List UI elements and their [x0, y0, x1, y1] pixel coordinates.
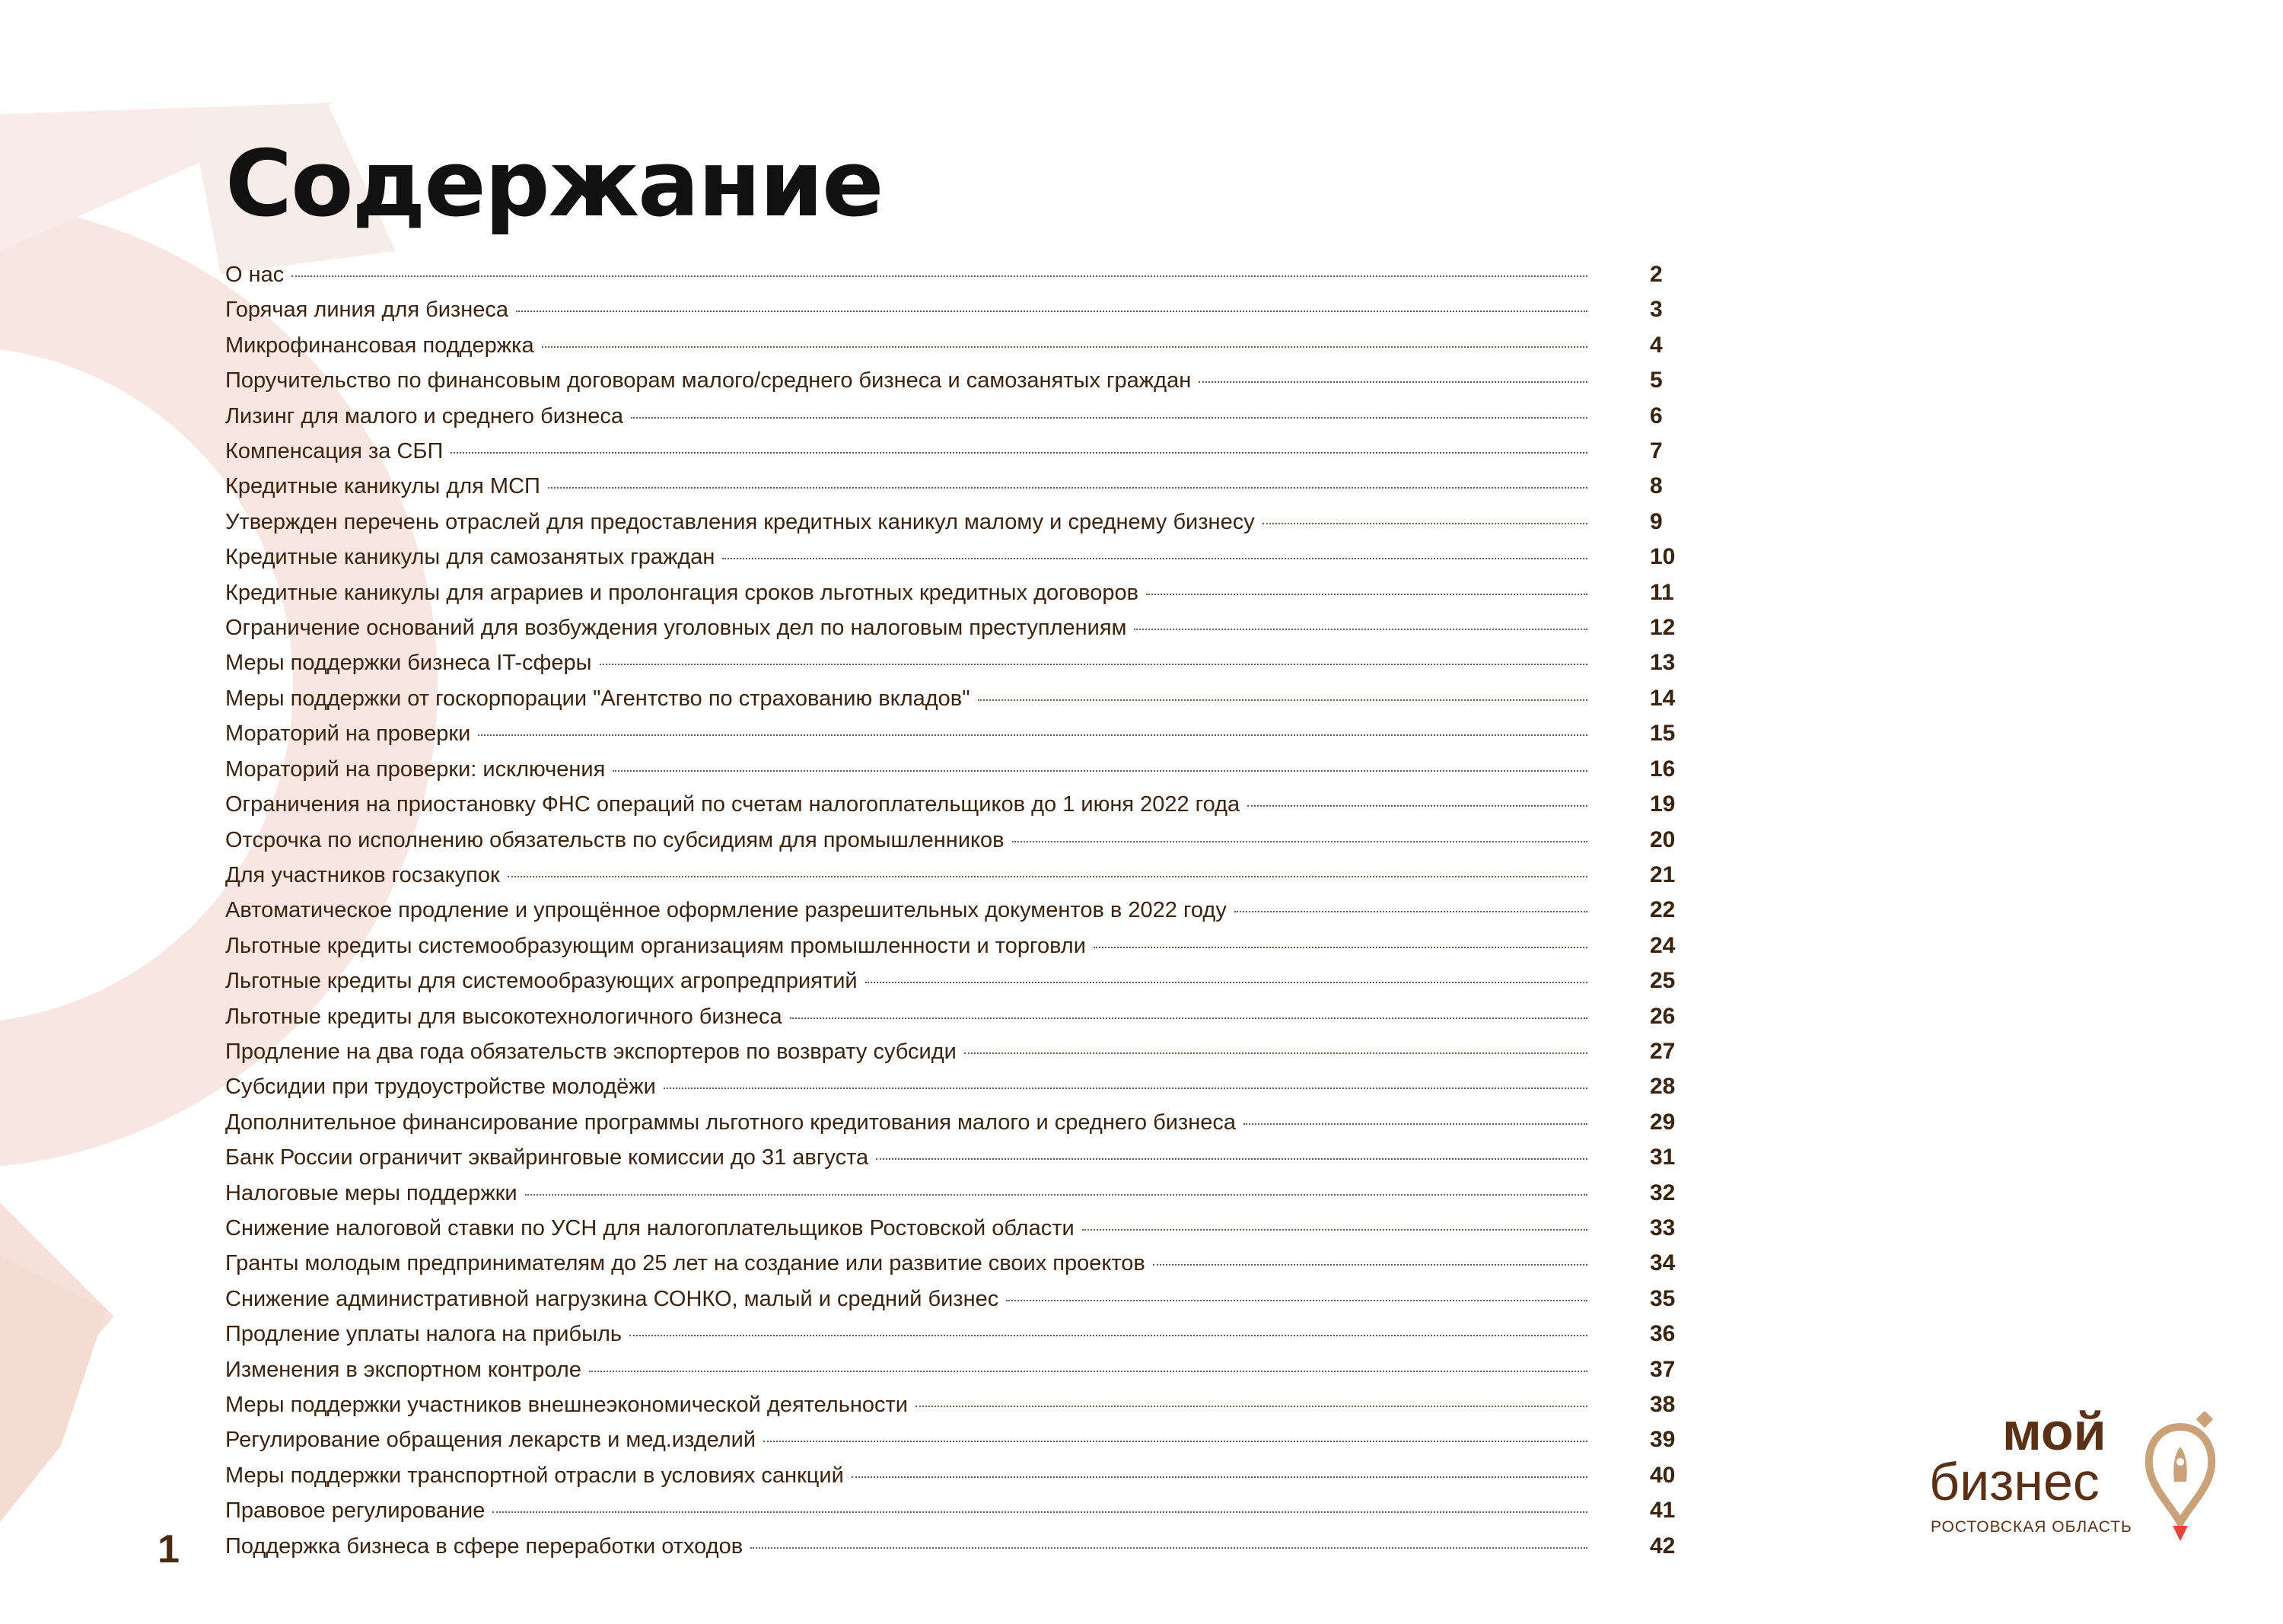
toc-entry-page: 6	[1650, 403, 1663, 428]
toc-entry-label: Продление уплаты налога на прибыль	[225, 1322, 622, 1347]
toc-entry[interactable]	[225, 610, 1712, 645]
toc-entry-page: 31	[1650, 1145, 1676, 1170]
brand-logo	[1929, 1402, 2234, 1549]
toc-entry-page: 19	[1650, 791, 1676, 817]
toc-entry-page: 34	[1650, 1250, 1676, 1276]
toc-dot-leader	[664, 1087, 1587, 1089]
toc-dot-leader	[525, 1194, 1587, 1196]
brand-name-line1: мой	[2002, 1402, 2106, 1461]
toc-entry-label: Мораторий на проверки	[225, 721, 471, 747]
toc-dot-leader	[1006, 1300, 1587, 1301]
toc-dot-leader	[1247, 805, 1587, 807]
toc-entry[interactable]	[225, 1246, 1712, 1281]
toc-entry-label: Поддержка бизнеса в сфере переработки отходов	[225, 1533, 743, 1559]
toc-dot-leader	[1153, 1264, 1587, 1266]
toc-entry-page: 12	[1650, 615, 1676, 641]
toc-entry-label: Регулирование обращения лекарств и мед.изделий	[225, 1428, 756, 1453]
page-title: Содержание	[225, 132, 883, 237]
toc-dot-leader	[790, 1017, 1587, 1019]
toc-entry[interactable]	[225, 540, 1712, 575]
toc-entry[interactable]	[225, 1422, 1712, 1457]
toc-entry-page: 26	[1650, 1003, 1676, 1029]
page-number: 1	[158, 1527, 180, 1571]
brand-name-line2: бизнес	[1929, 1452, 2100, 1511]
toc-entry-label: Снижение налоговой ставки по УСН для налогоплательщиков Ростовской области	[225, 1215, 1075, 1240]
toc-dot-leader	[613, 770, 1587, 772]
toc-entry[interactable]	[225, 1034, 1712, 1069]
toc-entry-page: 37	[1650, 1356, 1676, 1382]
toc-entry[interactable]	[225, 858, 1712, 893]
toc-entry-label: Налоговые меры поддержки	[225, 1180, 517, 1205]
toc-entry[interactable]	[225, 928, 1712, 963]
toc-entry-page: 20	[1650, 826, 1676, 852]
toc-dot-leader	[964, 1052, 1587, 1054]
toc-entry[interactable]	[225, 328, 1712, 363]
toc-entry-page: 36	[1650, 1321, 1676, 1347]
toc-entry-label: Меры поддержки бизнеса IT-сферы	[225, 651, 592, 676]
toc-dot-leader	[1012, 841, 1587, 842]
toc-dot-leader	[516, 310, 1587, 312]
toc-dot-leader	[291, 275, 1587, 277]
toc-entry[interactable]	[225, 893, 1712, 928]
toc-entry-page: 11	[1650, 579, 1674, 605]
toc-dot-leader	[451, 452, 1587, 454]
toc-dot-leader	[1146, 594, 1587, 595]
toc-dot-leader	[548, 487, 1587, 489]
toc-entry-label: Утвержден перечень отраслей для предоставления кредитных каникул малому и среднему бизнесу	[225, 509, 1255, 534]
toc-entry[interactable]	[225, 787, 1712, 822]
toc-entry-page: 4	[1650, 332, 1663, 358]
toc-entry[interactable]	[225, 963, 1712, 998]
toc-dot-leader	[915, 1406, 1587, 1407]
toc-entry-page: 22	[1650, 897, 1676, 923]
toc-dot-leader	[1199, 381, 1587, 383]
toc-entry-page: 9	[1650, 508, 1663, 534]
toc-entry-label: Льготные кредиты для высокотехнологичного бизнеса	[225, 1004, 782, 1029]
toc-entry-page: 35	[1650, 1285, 1676, 1311]
toc-entry-label: Гранты молодым предпринимателям до 25 лет на создание или развитие своих проектов	[225, 1251, 1145, 1276]
toc-entry[interactable]	[225, 1493, 1712, 1528]
toc-entry-page: 42	[1650, 1533, 1676, 1559]
toc-dot-leader	[478, 734, 1587, 736]
toc-dot-leader	[589, 1371, 1587, 1372]
toc-entry[interactable]	[225, 1282, 1712, 1317]
toc-dot-leader	[1234, 911, 1587, 912]
toc-entry[interactable]	[225, 823, 1712, 858]
toc-dot-leader	[508, 876, 1587, 877]
toc-entry-label: Льготные кредиты для системообразующих агропредприятий	[225, 969, 858, 994]
toc-dot-leader	[865, 982, 1587, 983]
toc-entry-label: Ограничение оснований для возбуждения уголовных дел по налоговым преступлениям	[225, 616, 1127, 641]
toc-entry[interactable]	[225, 999, 1712, 1034]
toc-dot-leader	[876, 1158, 1587, 1160]
toc-entry[interactable]	[225, 399, 1712, 434]
toc-entry-page: 24	[1650, 932, 1676, 958]
toc-entry-page: 14	[1650, 685, 1676, 711]
toc-entry-page: 2	[1650, 262, 1663, 287]
toc-entry[interactable]	[225, 1069, 1712, 1104]
toc-dot-leader	[492, 1511, 1587, 1513]
brand-region: РОСТОВСКАЯ ОБЛАСТЬ	[1931, 1518, 2132, 1536]
toc-dot-leader	[1262, 523, 1587, 524]
toc-entry-page: 15	[1650, 721, 1676, 747]
toc-dot-leader	[1134, 629, 1587, 630]
toc-entry-page: 40	[1650, 1462, 1676, 1488]
toc-entry-page: 25	[1650, 968, 1676, 994]
toc-entry-page: 13	[1650, 650, 1676, 676]
toc-entry-page: 41	[1650, 1498, 1676, 1524]
toc-entry-label: Льготные кредиты системообразующим организациям промышленности и торговли	[225, 933, 1086, 958]
toc-entry[interactable]	[225, 469, 1712, 504]
toc-entry-label: Автоматическое продление и упрощённое оформление разрешительных документов в 2022 году	[225, 898, 1227, 923]
toc-entry-page: 10	[1650, 544, 1676, 570]
toc-dot-leader	[1094, 947, 1587, 948]
toc-dot-leader	[763, 1441, 1587, 1442]
toc-entry[interactable]	[225, 505, 1712, 540]
toc-entry[interactable]	[225, 257, 1712, 292]
toc-entry-label: О нас	[225, 263, 285, 287]
toc-entry-label: Микрофинансовая поддержка	[225, 333, 534, 358]
toc-entry[interactable]	[225, 1458, 1712, 1493]
toc-entry-label: Поручительство по финансовым договорам малого/среднего бизнеса и самозанятых граждан	[225, 368, 1192, 393]
toc-entry-page: 38	[1650, 1392, 1676, 1417]
toc-dot-leader	[629, 1335, 1587, 1336]
toc-dot-leader	[1082, 1229, 1587, 1231]
toc-entry-page: 5	[1650, 368, 1663, 393]
rocket-pin-icon	[2135, 1412, 2226, 1546]
toc-entry[interactable]	[225, 1317, 1712, 1352]
toc-entry-label: Ограничения на приостановку ФНС операций по счетам налогоплательщиков до 1 июня 2022 года	[225, 792, 1240, 817]
toc-entry-label: Для участников госзакупок	[225, 862, 500, 887]
toc-entry[interactable]	[225, 363, 1712, 398]
toc-entry-label: Субсидии при трудоустройстве молодёжи	[225, 1075, 656, 1100]
toc-entry-label: Кредитные каникулы для МСП	[225, 474, 540, 499]
toc-entry-label: Правовое регулирование	[225, 1498, 486, 1524]
toc-dot-leader	[750, 1547, 1587, 1549]
toc-entry-label: Меры поддержки транспортной отрасли в условиях санкций	[225, 1463, 844, 1488]
table-of-contents	[225, 257, 1712, 1564]
toc-entry-label: Компенсация за СБП	[225, 439, 444, 464]
toc-dot-leader	[631, 417, 1587, 419]
toc-entry[interactable]	[225, 1387, 1712, 1422]
toc-entry[interactable]	[225, 1105, 1712, 1140]
toc-entry-page: 16	[1650, 756, 1676, 782]
toc-entry[interactable]	[225, 645, 1712, 680]
toc-entry[interactable]	[225, 434, 1712, 469]
toc-entry-page: 7	[1650, 438, 1663, 464]
toc-entry[interactable]	[225, 1140, 1712, 1175]
toc-dot-leader	[542, 346, 1587, 348]
toc-dot-leader	[852, 1476, 1587, 1478]
toc-entry-label: Снижение административной нагрузкина СОНКО, малый и средний бизнес	[225, 1286, 999, 1311]
toc-entry-label: Изменения в экспортном контроле	[225, 1357, 581, 1382]
toc-entry-label: Банк России ограничит эквайринговые комиссии до 31 августа	[225, 1145, 869, 1170]
toc-entry[interactable]	[225, 681, 1712, 716]
toc-entry-label: Кредитные каникулы для аграриев и пролонгация сроков льготных кредитных договоров	[225, 580, 1139, 605]
toc-entry-page: 32	[1650, 1180, 1676, 1205]
toc-entry-label: Продление на два года обязательств экспортеров по возврату субсиди	[225, 1039, 957, 1064]
toc-entry-label: Мораторий на проверки: исключения	[225, 756, 606, 782]
toc-entry[interactable]	[225, 1211, 1712, 1246]
toc-entry-page: 33	[1650, 1215, 1676, 1240]
toc-entry-label: Дополнительное финансирование программы льготного кредитования малого и среднего бизнеса	[225, 1110, 1236, 1135]
toc-dot-leader	[600, 664, 1587, 665]
toc-entry-page: 28	[1650, 1074, 1676, 1100]
toc-entry[interactable]	[225, 1529, 1712, 1564]
toc-entry-page: 29	[1650, 1109, 1676, 1135]
toc-entry-page: 27	[1650, 1038, 1676, 1064]
toc-dot-leader	[1243, 1123, 1587, 1125]
toc-dot-leader	[978, 699, 1587, 701]
toc-entry-label: Лизинг для малого и среднего бизнеса	[225, 403, 623, 428]
toc-entry-label: Меры поддержки от госкорпорации "Агентство по страхованию вкладов"	[225, 686, 970, 711]
toc-entry[interactable]	[225, 752, 1712, 787]
toc-entry-page: 8	[1650, 473, 1663, 499]
toc-entry-label: Кредитные каникулы для самозанятых граждан	[225, 545, 715, 570]
toc-entry[interactable]	[225, 1352, 1712, 1387]
toc-entry-label: Меры поддержки участников внешнеэкономической деятельности	[225, 1393, 908, 1417]
toc-entry[interactable]	[225, 292, 1712, 327]
toc-dot-leader	[722, 558, 1587, 559]
toc-entry-page: 3	[1650, 297, 1663, 323]
toc-entry[interactable]	[225, 1176, 1712, 1211]
toc-entry-page: 39	[1650, 1427, 1676, 1453]
toc-entry[interactable]	[225, 575, 1712, 610]
toc-entry-page: 21	[1650, 861, 1676, 887]
toc-entry-label: Отсрочка по исполнению обязательств по субсидиям для промышленников	[225, 827, 1005, 852]
toc-entry[interactable]	[225, 716, 1712, 751]
toc-entry-label: Горячая линия для бизнеса	[225, 298, 508, 323]
